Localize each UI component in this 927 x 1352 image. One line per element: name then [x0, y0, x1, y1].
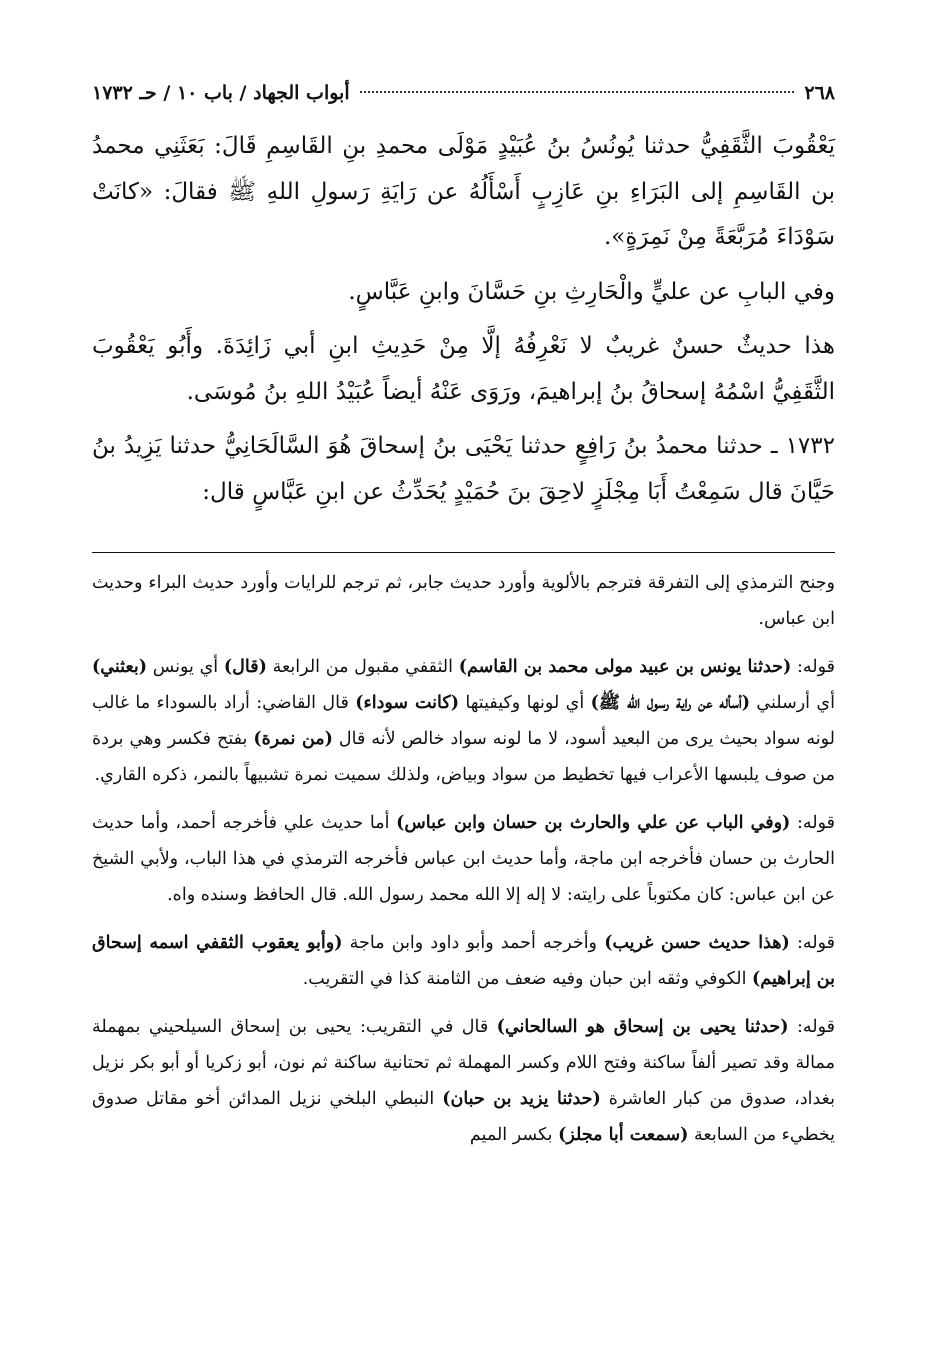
note-text: أما حديث علي فأخرجه أحمد، وأما حديث الحارث بن حسان فأخرجه ابن ماجة، وأما حديث ابن عباس فأخرجه الترمذي في هذا الباب، ولأبي الشيخ عن ابن عباس: كان مكتوباً على رايته: لا إله إلا الله محمد رسول الله. قال الحافظ وسنده واه.	[92, 813, 835, 905]
hadith-text	[92, 124, 835, 524]
note-quote: (حدثنا يونس بن عبيد مولى محمد بن القاسم)	[458, 657, 792, 677]
note-text: النبطي البلخي نزيل المدائن أخو مقاتل صدوق يخطيء من السابعة	[92, 1089, 835, 1145]
hadith-paragraph-2: وفي البابِ عن عليٍّ والْحَارِثِ بنِ حَسَّانَ وابنِ عَبَّاسٍ.	[348, 278, 835, 305]
note-text: بكسر الميم	[469, 1125, 559, 1145]
running-title: أبواب الجهاد / باب ١٠ / حـ ١٧٣٢	[92, 82, 350, 104]
note-text: وأخرجه أحمد وأبو داود وابن ماجة	[342, 933, 605, 953]
page-header	[92, 82, 835, 116]
commentary-note-5	[92, 1009, 835, 1153]
note-text: أي أرسلني	[750, 693, 835, 713]
note-lead: قوله:	[790, 813, 835, 833]
note-quote: (هذا حديث حسن غريب)	[604, 933, 790, 953]
note-text: بفتح فكسر وهي بردة من صوف يلبسها الأعراب فيها تخطيط من سواد وبياض، ولذلك سميت نمرة تشبيهاً بالنمر، ذكره القاري.	[92, 729, 835, 785]
note-text: قال القاضي: أراد بالسوداء ما غالب لونه سواد بحيث يرى من البعيد أسود، لا ما لونه سواد خالص لأنه قال	[92, 693, 835, 749]
hadith-paragraph-1: يَعْقُوبَ الثَّقَفِيُّ حدثنا يُونُسُ بنُ عُبَيْدٍ مَوْلَى محمدِ بنِ القَاسِمِ قَالَ: بَعَثَنِي محمدُ بن القَاسِمِ إلى البَرَاءِ بنِ عَازِبٍ أَسْأَلُهُ عن رَايَةِ رَسولِ اللهِ ﷺ فقالَ: «كانَتْ سَوْدَاءَ مُرَبَّعَةً مِنْ نَمِرَةٍ».	[92, 133, 835, 250]
hadith-paragraph-3: هذا حديثٌ حسنٌ غريبٌ لا نَعْرِفُهُ إلَّا مِنْ حَدِيثِ ابنِ أبي زَائِدَةَ. وأَبُو يَعْقُوبَ الثَّقَفِيُّ اسْمُهُ إسحاقُ بنُ إبراهيمَ، ورَوَى عَنْهُ أيضاً عُبَيْدُ اللهِ بنُ مُوسَى.	[92, 333, 835, 405]
note-quote: (قال)	[223, 657, 267, 677]
note-quote: (كانت سوداء)	[355, 693, 459, 713]
note-quote: (حدثنا يزيد بن حبان)	[442, 1089, 601, 1109]
commentary-note-3	[92, 805, 835, 913]
note-quote: (حدثنا يحيى بن إسحاق هو السالحاني)	[496, 1017, 789, 1037]
note-lead: قوله:	[789, 933, 835, 953]
note-text: أي يونس	[147, 657, 224, 677]
commentary-note-2	[92, 649, 835, 793]
footnote-divider	[92, 552, 835, 553]
note-quote: (بعثني)	[92, 657, 148, 677]
note-quote: (أسأله عن راية رسول الله ﷺ)	[590, 693, 751, 713]
note-quote: (وأبو يعقوب الثقفي اسمه إسحاق بن إبراهيم)	[92, 933, 835, 989]
note-lead: قوله:	[791, 657, 835, 677]
header-dot-leader	[360, 91, 795, 93]
commentary-note-4	[92, 925, 835, 997]
commentary-note-1: وجنح الترمذي إلى التفرقة فترجم بالألوية وأورد حديث جابر، ثم ترجم للرايات وأورد حديث البراء وحديث ابن عباس.	[92, 573, 835, 629]
note-quote: (من نمرة)	[253, 729, 333, 749]
note-text: الثقفي مقبول من الرابعة	[266, 657, 459, 677]
note-lead: قوله:	[788, 1017, 835, 1037]
note-text: الكوفي وثقه ابن حبان وفيه ضعف من الثامنة كذا في التقريب.	[302, 969, 753, 989]
note-text: قال في التقريب: يحيى بن إسحاق السيلحيني بمهملة ممالة وقد تصير ألفاً ساكنة وفتح اللام وكسر المهملة ثم تحتانية ساكنة ثم نون، أبو زكريا أو أبو بكر نزيل بغداد، صدوق من كبار العاشرة	[92, 1017, 835, 1109]
hadith-paragraph-4: ١٧٣٢ ـ حدثنا محمدُ بنُ رَافِعٍ حدثنا يَحْيَى بنُ إسحاقَ هُوَ السَّالَحَانِيُّ حدثنا يَزِيدُ بنُ حَيَّانَ قال سَمِعْتُ أَبَا مِجْلَزٍ لاحِقَ بنَ حُمَيْدٍ يُحَدِّثُ عن ابنِ عَبَّاسٍ قال:	[92, 433, 835, 505]
note-quote: (سمعت أبا مجلز)	[558, 1125, 689, 1145]
note-quote: (وفي الباب عن علي والحارث بن حسان وابن عباس)	[396, 813, 791, 833]
note-text: أي لونها وكيفيتها	[459, 693, 591, 713]
page-number: ٢٦٨	[804, 82, 835, 104]
commentary	[92, 565, 835, 1165]
